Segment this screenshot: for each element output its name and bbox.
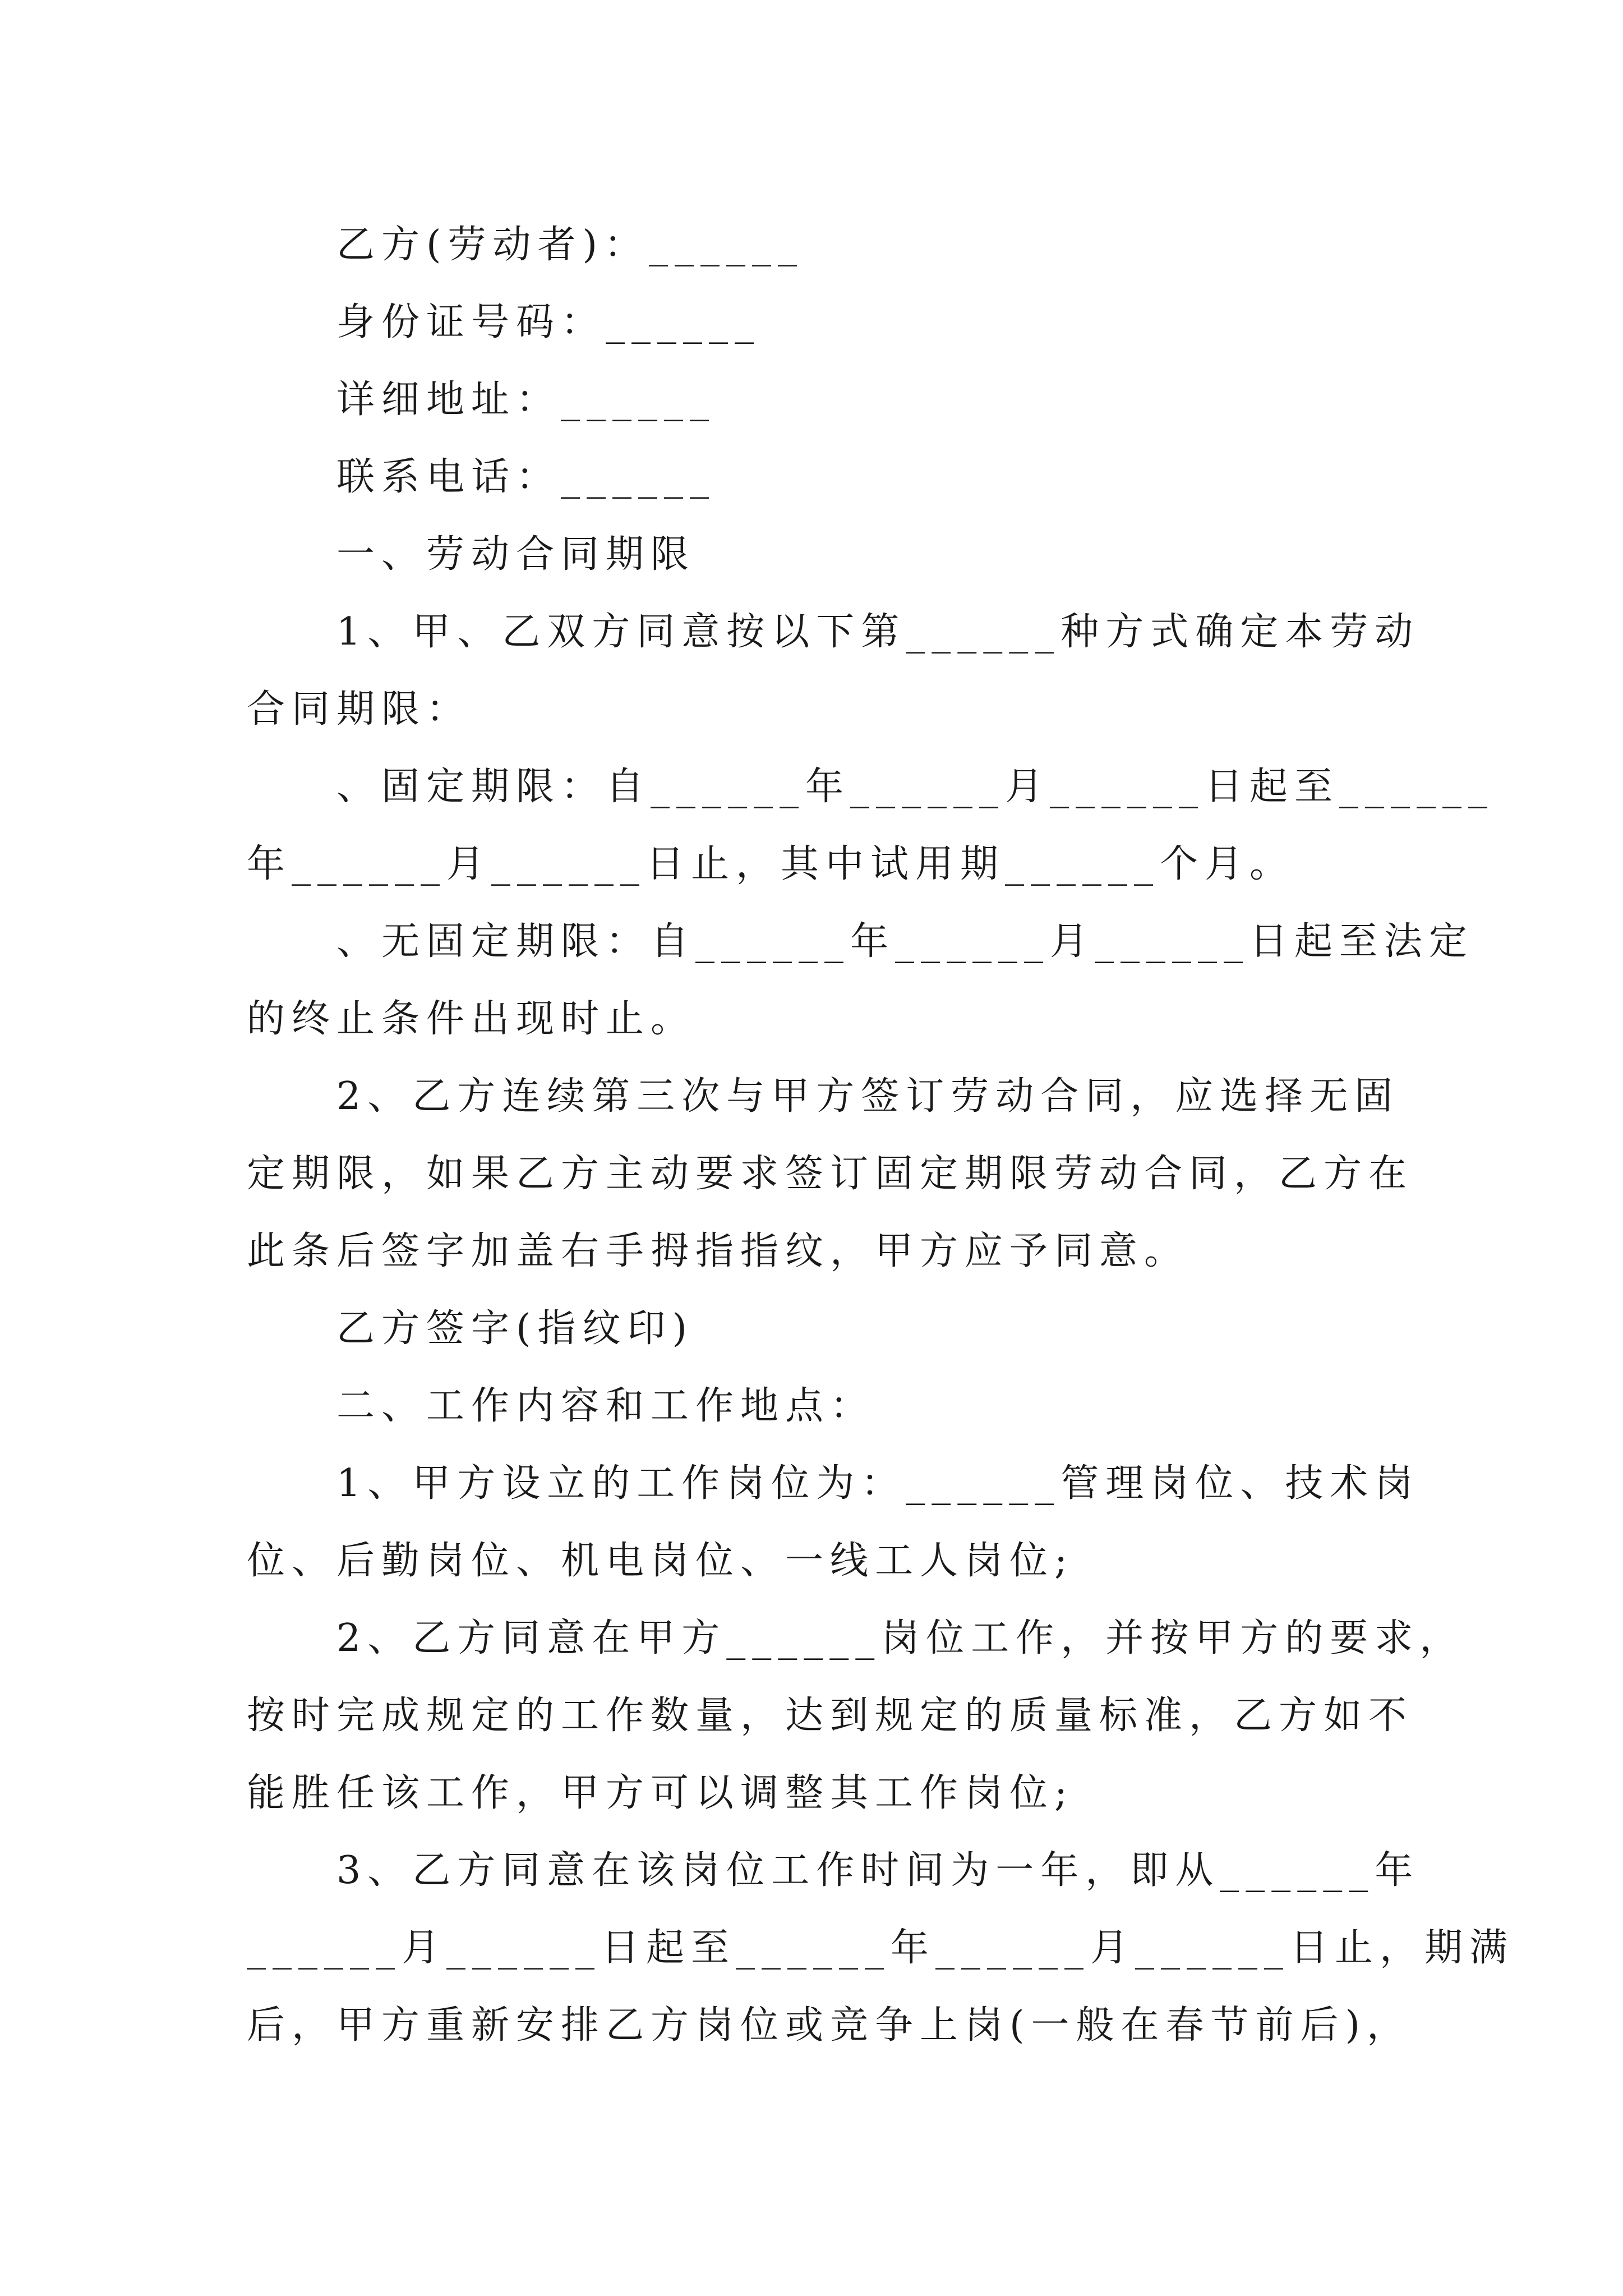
party-b-name-line: 乙方(劳动者)：______ <box>336 223 804 267</box>
paragraph-line: 合同期限： <box>247 687 472 731</box>
paragraph-line: 1、甲方设立的工作岗位为：______管理岗位、技术岗 <box>336 1461 1420 1506</box>
id-number-line: 身份证号码：______ <box>336 300 761 344</box>
phone-line: 联系电话：______ <box>336 455 716 499</box>
paragraph-line: 、无固定期限：自______年______月______日起至法定 <box>336 919 1474 964</box>
paragraph-line: 的终止条件出现时止。 <box>247 997 696 1041</box>
section-heading-contract-term: 一、劳动合同期限 <box>336 532 696 577</box>
paragraph-line: 、固定期限：自______年______月______日起至______ <box>336 765 1495 809</box>
paragraph-line: 后，甲方重新安排乙方岗位或竞争上岗(一般在春节前后)， <box>247 2003 1412 2047</box>
paragraph-line: 定期限，如果乙方主动要求签订固定期限劳动合同，乙方在 <box>247 1152 1414 1196</box>
paragraph-line: 2、乙方连续第三次与甲方签订劳动合同，应选择无固 <box>336 1074 1400 1119</box>
section-heading-work-content: 二、工作内容和工作地点： <box>336 1384 875 1428</box>
paragraph-line: 按时完成规定的工作数量，达到规定的质量标准，乙方如不 <box>247 1694 1414 1738</box>
paragraph-line: ______月______日起至______年______月______日止，期满 <box>247 1926 1515 1970</box>
paragraph-line: 位、后勤岗位、机电岗位、一线工人岗位; <box>247 1539 1074 1583</box>
paragraph-line: 1、甲、乙双方同意按以下第______种方式确定本劳动 <box>336 610 1420 654</box>
paragraph-line: 能胜任该工作，甲方可以调整其工作岗位; <box>247 1771 1074 1815</box>
signature-line: 乙方签字(指纹印) <box>336 1306 694 1351</box>
paragraph-line: 2、乙方同意在甲方______岗位工作，并按甲方的要求， <box>336 1616 1465 1660</box>
address-line: 详细地址：______ <box>336 378 716 422</box>
paragraph-line: 此条后签字加盖右手拇指指纹，甲方应予同意。 <box>247 1229 1189 1273</box>
paragraph-line: 3、乙方同意在该岗位工作时间为一年，即从______年 <box>336 1848 1420 1893</box>
document-body <box>247 206 1515 2064</box>
paragraph-line: 年______月______日止，其中试用期______个月。 <box>247 842 1295 886</box>
